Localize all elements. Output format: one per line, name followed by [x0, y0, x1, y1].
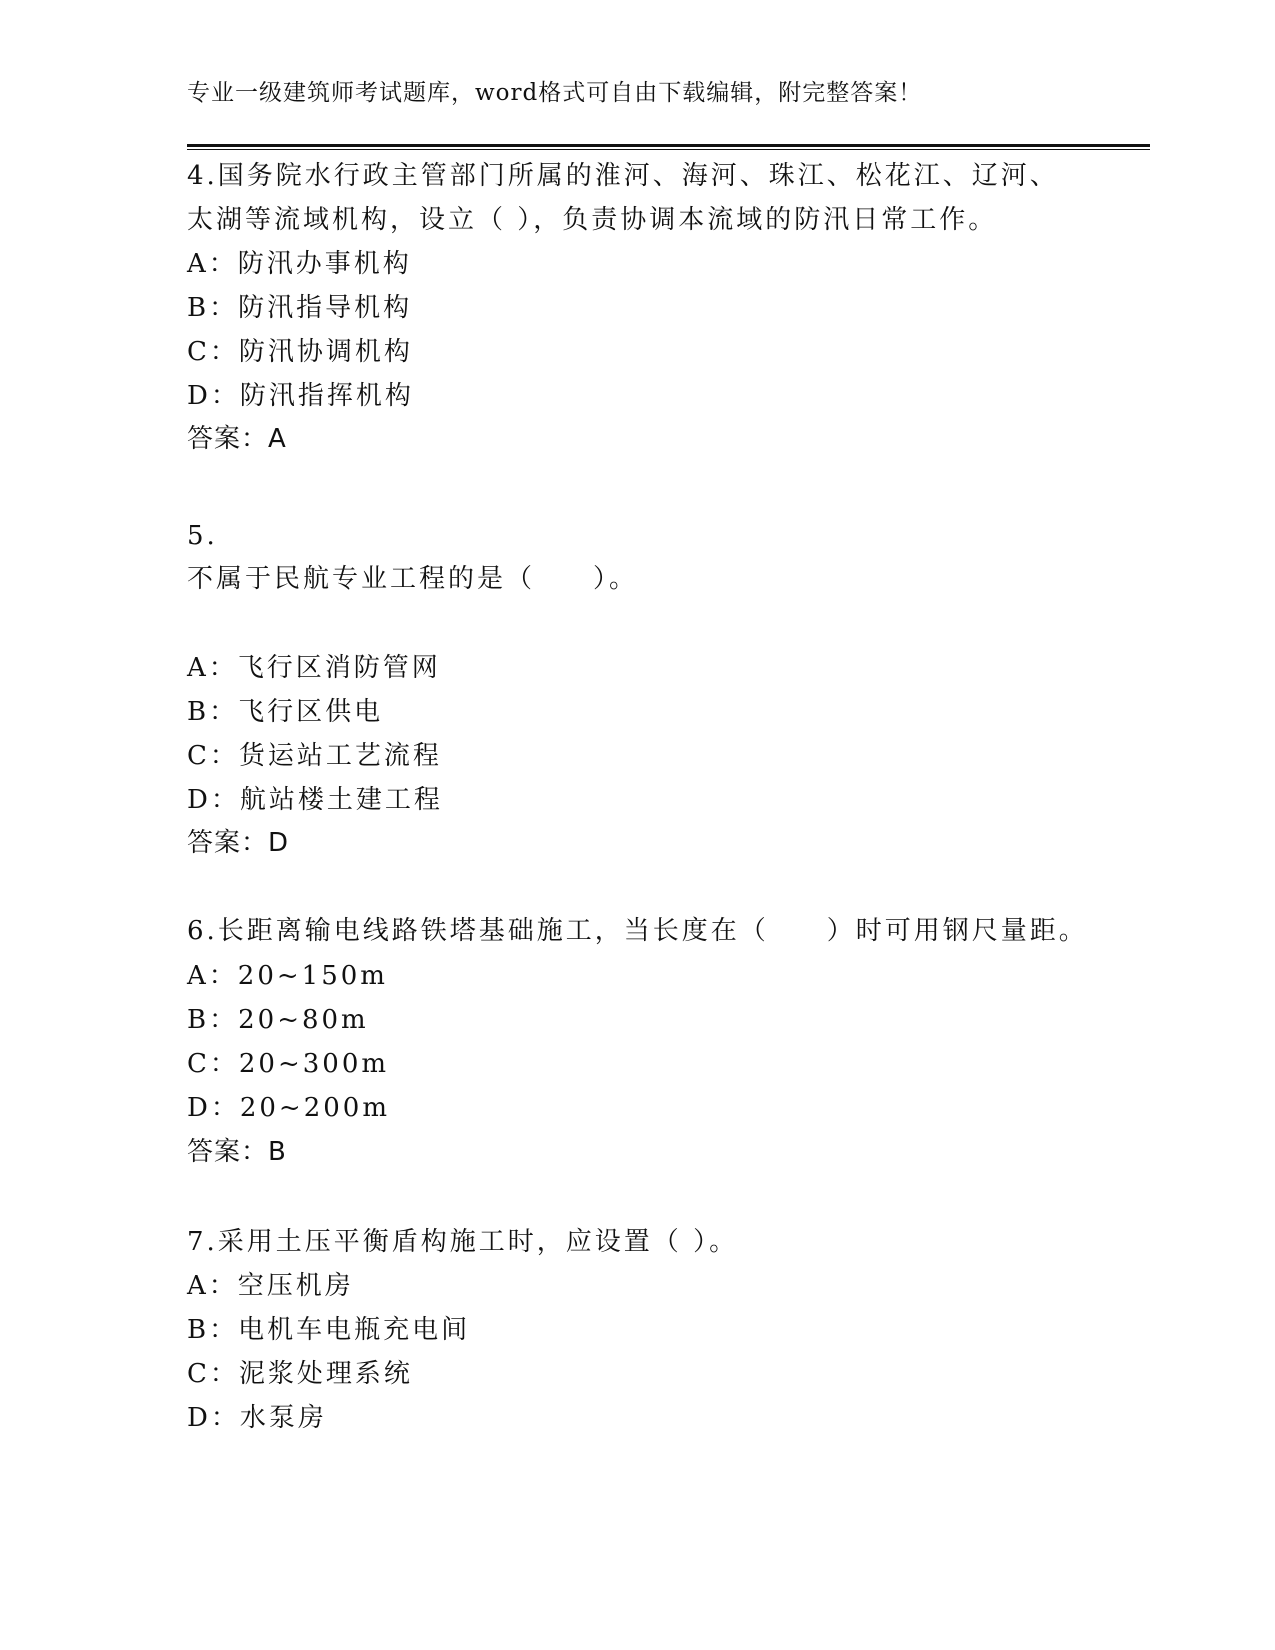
- question-7-option-a: A：空压机房: [187, 1271, 354, 1301]
- question-4-option-a: A：防汛办事机构: [187, 249, 412, 279]
- page-header: 专业一级建筑师考试题库，word格式可自由下载编辑，附完整答案！: [187, 80, 923, 106]
- question-6-answer: 答案：B: [187, 1137, 287, 1167]
- question-5-stem: 不属于民航专业工程的是（ ）。: [187, 564, 639, 594]
- question-5-option-b: B：飞行区供电: [187, 697, 384, 727]
- question-5-option-c: C：货运站工艺流程: [187, 741, 442, 771]
- question-6-option-b: B：20~80m: [187, 1005, 369, 1035]
- question-7-option-c: C：泥浆处理系统: [187, 1359, 413, 1389]
- question-6-option-d: D：20~200m: [187, 1093, 390, 1123]
- question-4-option-c: C：防汛协调机构: [187, 337, 413, 367]
- question-5-option-a: A：飞行区消防管网: [187, 653, 441, 683]
- header-rule-thick: [187, 144, 1150, 147]
- question-4-answer: 答案：A: [187, 424, 287, 454]
- question-7-option-d: D：水泵房: [187, 1403, 327, 1433]
- question-4-stem-line-1: 4.国务院水行政主管部门所属的淮河、海河、珠江、松花江、辽河、: [187, 161, 1059, 191]
- question-4-option-b: B：防汛指导机构: [187, 293, 413, 323]
- question-4-option-d: D：防汛指挥机构: [187, 381, 414, 411]
- question-5-answer: 答案：D: [187, 828, 290, 858]
- question-4-stem-line-2: 太湖等流域机构，设立（ ），负责协调本流域的防汛日常工作。: [187, 205, 998, 235]
- question-7-option-b: B：电机车电瓶充电间: [187, 1315, 471, 1345]
- question-5-number: 5.: [187, 521, 218, 551]
- question-7-stem: 7.采用土压平衡盾构施工时，应设置（ ）。: [187, 1227, 739, 1257]
- question-6-stem: 6.长距离输电线路铁塔基础施工，当长度在（ ）时可用钢尺量距。: [187, 916, 1088, 946]
- question-5-option-d: D：航站楼土建工程: [187, 785, 443, 815]
- header-rule-thin: [187, 149, 1150, 150]
- question-6-option-a: A：20~150m: [187, 961, 388, 991]
- question-6-option-c: C：20~300m: [187, 1049, 390, 1079]
